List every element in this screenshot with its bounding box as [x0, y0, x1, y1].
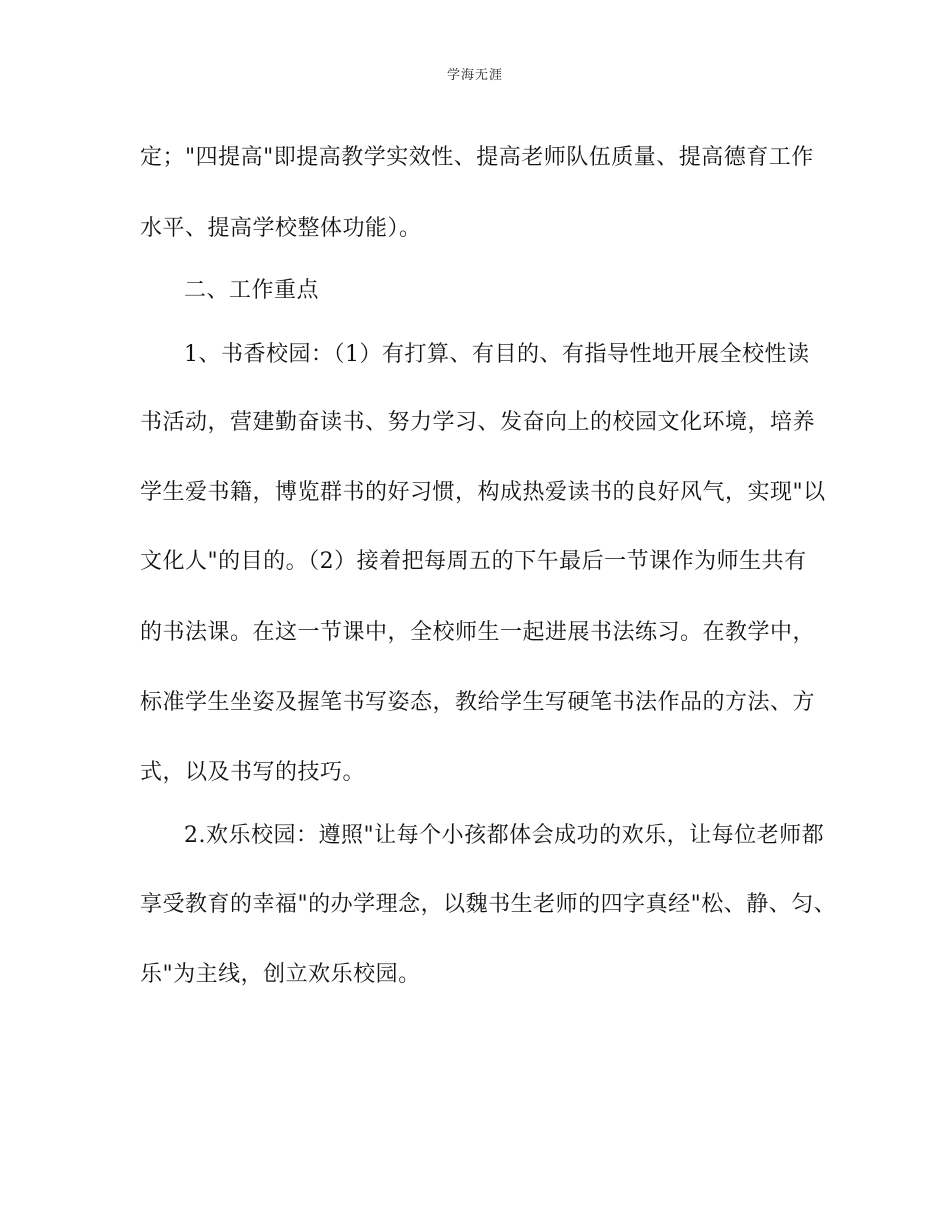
page-header: 学海无涯: [446, 68, 503, 83]
body-line-6: 学生爱书籍，博览群书的好习惯，构成热爱读书的良好风气，实现"以: [140, 480, 826, 505]
body-line-5: 书活动，营建勤奋读书、努力学习、发奋向上的校园文化环境，培养: [140, 410, 816, 435]
body-line-11: 2.欢乐校园：遵照"让每个小孩都体会成功的欢乐，让每位老师都: [184, 823, 825, 848]
body-line-2: 水平、提高学校整体功能）。: [140, 216, 422, 241]
body-line-10: 式，以及书写的技巧。: [140, 760, 366, 785]
section-heading: 二、工作重点: [184, 278, 320, 303]
body-line-12: 享受教育的幸福"的办学理念，以魏书生老师的四字真经"松、静、匀、: [140, 892, 837, 917]
body-line-9: 标准学生坐姿及握笔书写姿态，教给学生写硬笔书法作品的方法、方: [140, 690, 816, 715]
body-line-4: 1、书香校园：（1）有打算、有目的、有指导性地开展全校性读: [184, 342, 810, 367]
body-line-7: 文化人"的目的。（2）接着把每周五的下午最后一节课作为师生共有: [140, 549, 807, 574]
body-line-1: 定；"四提高"即提高教学实效性、提高老师队伍质量、提高德育工作: [140, 145, 814, 170]
body-line-13: 乐"为主线，创立欢乐校园。: [140, 962, 421, 987]
body-line-8: 的书法课。在这一节课中，全校师生一起进展书法练习。在教学中，: [140, 620, 816, 645]
